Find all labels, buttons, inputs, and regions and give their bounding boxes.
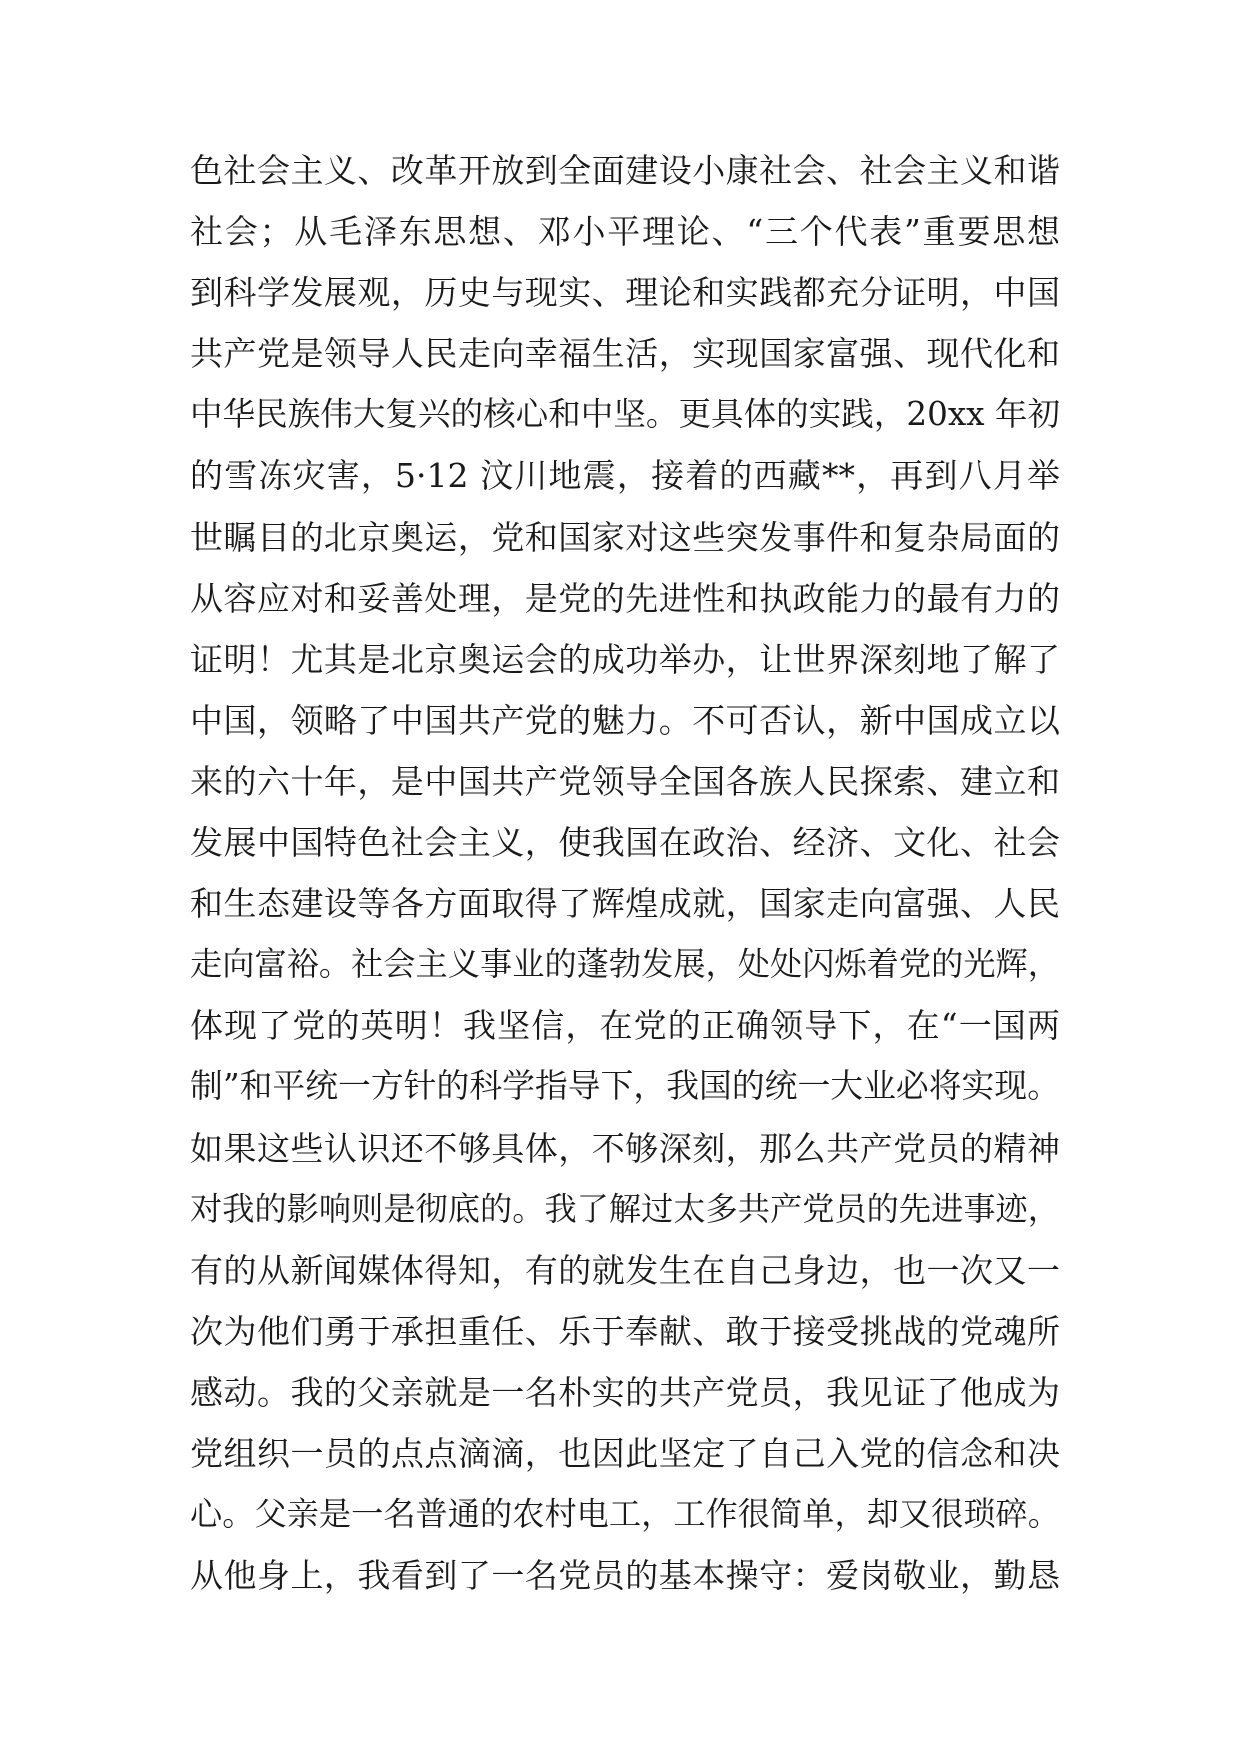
text-line: 世瞩目的北京奥运，党和国家对这些突发事件和复杂局面的	[190, 517, 1060, 557]
text-line: 来的六十年，是中国共产党领导全国各族人民探索、建立和	[190, 761, 1060, 801]
text-line: 证明！尤其是北京奥运会的成功举办，让世界深刻地了解了	[190, 639, 1060, 679]
text-line: 如果这些认识还不够具体，不够深刻，那么共产党员的精神	[190, 1128, 1060, 1168]
text-line: 从他身上，我看到了一名党员的基本操守：爱岗敬业，勤恳	[190, 1556, 1060, 1596]
text-line: 对我的影响则是彻底的。我了解过太多共产党员的先进事迹，	[190, 1189, 1060, 1228]
text-line: 的雪冻灾害，5·12 汶川地震，接着的西藏**，再到八月举	[190, 456, 1060, 496]
text-line: 中国，领略了中国共产党的魅力。不可否认，新中国成立以	[190, 700, 1060, 740]
text-line: 社会；从毛泽东思想、邓小平理论、“三个代表”重要思想	[190, 212, 1060, 252]
text-line: 党组织一员的点点滴滴，也因此坚定了自己入党的信念和决	[190, 1433, 1060, 1473]
text-line: 走向富裕。社会主义事业的蓬勃发展，处处闪烁着党的光辉，	[190, 945, 1060, 984]
text-line: 心。父亲是一名普通的农村电工，工作很简单，却又很琐碎。	[190, 1495, 1060, 1534]
text-line: 从容应对和妥善处理，是党的先进性和执政能力的最有力的	[190, 578, 1060, 618]
text-line: 共产党是领导人民走向幸福生活，实现国家富强、现代化和	[190, 334, 1060, 374]
text-line: 到科学发展观，历史与现实、理论和实践都充分证明，中国	[190, 273, 1060, 313]
text-line: 制”和平统一方针的科学指导下，我国的统一大业必将实现。	[190, 1067, 1060, 1106]
text-line: 次为他们勇于承担重任、乐于奉献、敢于接受挑战的党魂所	[190, 1311, 1060, 1351]
text-line: 感动。我的父亲就是一名朴实的共产党员，我见证了他成为	[190, 1372, 1060, 1412]
text-line: 中华民族伟大复兴的核心和中坚。更具体的实践，20xx 年初	[190, 395, 1060, 434]
text-line: 体现了党的英明！我坚信，在党的正确领导下，在“一国两	[190, 1006, 1060, 1046]
body-text	[190, 140, 1060, 1606]
text-line: 发展中国特色社会主义，使我国在政治、经济、文化、社会	[190, 823, 1060, 863]
text-line: 色社会主义、改革开放到全面建设小康社会、社会主义和谐	[190, 151, 1060, 190]
text-line: 有的从新闻媒体得知，有的就发生在自己身边，也一次又一	[190, 1250, 1060, 1290]
text-line: 和生态建设等各方面取得了辉煌成就，国家走向富强、人民	[190, 884, 1060, 924]
